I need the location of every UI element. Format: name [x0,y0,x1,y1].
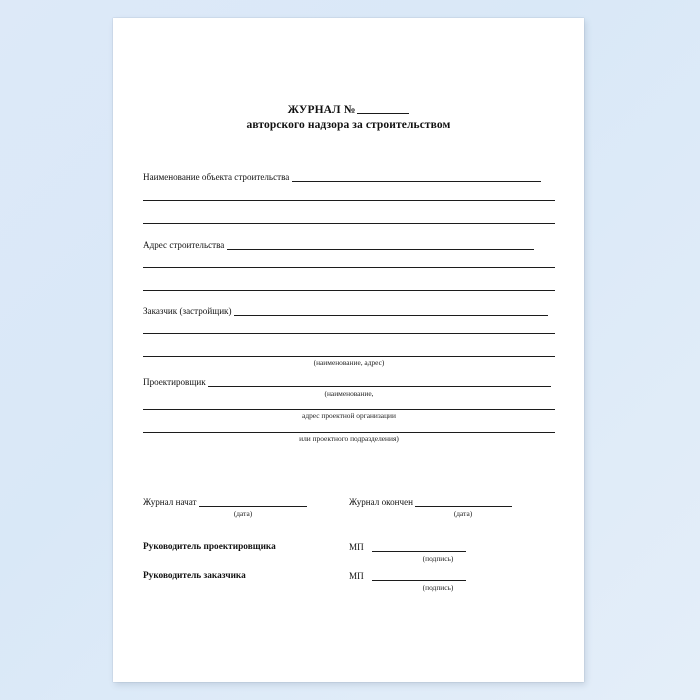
field-construction-address [143,240,534,250]
title-line-1 [113,103,584,118]
field-customer-label: Заказчик (застройщик) [143,306,232,316]
stamp-1-label: МП [349,542,364,552]
field-designer-input[interactable] [208,377,551,387]
field-construction-address-label: Адрес строительства [143,240,225,250]
field-construction-address-line-2[interactable] [143,267,555,268]
journal-finished-label: Журнал окончен [349,497,413,507]
journal-started-label: Журнал начат [143,497,197,507]
journal-started [143,497,307,507]
field-customer-line-2[interactable] [143,333,555,334]
field-object-name-line-3[interactable] [143,223,555,224]
stamp-2 [349,571,466,581]
title-line-2: авторского надзора за строительством [246,119,451,131]
designer-head-signature-input[interactable] [372,542,466,552]
field-customer-input[interactable] [234,306,548,316]
designer-head-label: Руководитель проектировщика [143,542,276,552]
field-object-name-label: Наименование объекта строительства [143,172,290,182]
field-designer-label: Проектировщик [143,377,206,387]
stamp-1 [349,542,466,552]
designer-hint-caption-3: или проектного подразделения) [299,434,399,443]
journal-started-input[interactable] [199,497,307,507]
page-title [113,103,584,133]
journal-started-date-caption: (дата) [233,509,253,518]
field-construction-address-input[interactable] [227,240,534,250]
journal-number-blank[interactable] [357,113,409,114]
title-journal-word: ЖУРНАЛ № [287,104,356,116]
customer-head-label: Руководитель заказчика [143,571,246,581]
designer-hint-caption-2: адрес проектной организации [302,411,396,420]
field-designer-line-2[interactable] [143,409,555,410]
customer-hint-caption: (наименование, адрес) [313,358,385,367]
document-page [113,18,584,682]
stamp-2-label: МП [349,571,364,581]
field-designer-line-3[interactable] [143,432,555,433]
field-object-name [143,172,541,182]
field-customer-line-3[interactable] [143,356,555,357]
field-object-name-input[interactable] [292,172,541,182]
field-object-name-line-2[interactable] [143,200,555,201]
journal-finished-date-caption: (дата) [453,509,473,518]
customer-head-signature-input[interactable] [372,571,466,581]
signature-caption-2: (подпись) [422,583,454,592]
field-designer [143,377,551,387]
signature-caption-1: (подпись) [422,554,454,563]
journal-finished-input[interactable] [415,497,512,507]
journal-finished [349,497,512,507]
field-construction-address-line-3[interactable] [143,290,555,291]
field-customer [143,306,548,316]
document-content [113,18,584,682]
designer-hint-caption-1: (наименование, [324,389,374,398]
